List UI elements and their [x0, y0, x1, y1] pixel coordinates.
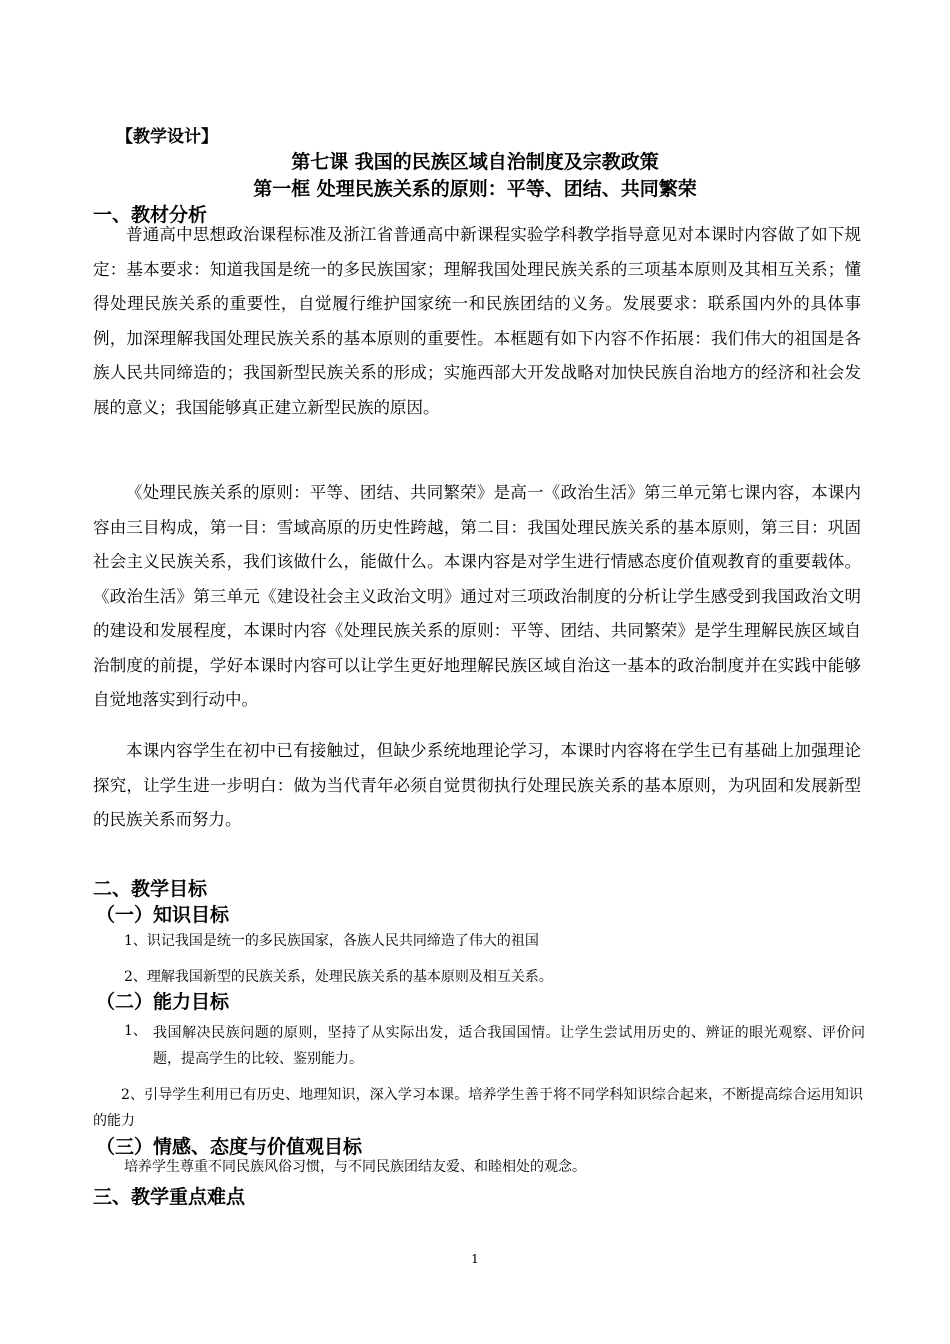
subsection-heading-values: （三）情感、态度与价值观目标: [96, 1136, 363, 1158]
page-number: 1: [471, 1252, 479, 1266]
knowledge-item-1: 1、识记我国是统一的多民族国家，各族人民共同缔造了伟大的祖国: [124, 933, 539, 949]
section-heading-key-points: 三、教学重点难点: [93, 1186, 246, 1208]
subsection-heading-ability: （二）能力目标: [96, 991, 230, 1013]
materials-paragraph-1: 普通高中思想政治课程标准及浙江省普通高中新课程实验学科教学指导意见对本课时内容做了如下规定：基本要求：知道我国是统一的多民族国家；理解我国处理民族关系的三项基本原则及其相互关系；懂得处理民族关系的重要性，自觉履行维护国家统一和民族团结的义务。发展要求：联系国内外的具体事例，加深理解我国处理民族关系的基本原则的重要性。本框题有如下内容不作拓展：我们伟大的祖国是各族人民共同缔造的；我国新型民族关系的形成；实施西部大开发战略对加快民族自治地方的经济和社会发展的意义；我国能够真正建立新型民族的原因。: [93, 225, 861, 417]
ability-item-1: 我国解决民族问题的原则，坚持了从实际出发，适合我国国情。让学生尝试用历史的、辨证的眼光观察、评价问题，提高学生的比较、鉴别能力。: [153, 1025, 865, 1067]
section-heading-materials: 一、教材分析: [93, 204, 208, 226]
design-tag: 【教学设计】: [116, 127, 218, 147]
knowledge-item-2: 2、理解我国新型的民族关系，处理民族关系的基本原则及相互关系。: [124, 969, 553, 985]
lesson-title: 第七课 我国的民族区域自治制度及宗教政策: [291, 151, 659, 173]
ability-item-2: 2、引导学生利用已有历史、地理知识，深入学习本课。培养学生善于将不同学科知识综合起来，不断提高综合运用知识的能力: [93, 1087, 863, 1129]
values-text: 培养学生尊重不同民族风俗习惯，与不同民族团结友爱、和睦相处的观念。: [124, 1159, 586, 1175]
ability-item-1-number: 1、: [124, 1023, 147, 1039]
materials-paragraph-3: 本课内容学生在初中已有接触过，但缺少系统地理论学习，本课时内容将在学生已有基础上加强理论探究，让学生进一步明白：做为当代青年必须自觉贯彻执行处理民族关系的基本原则，为巩固和发展新型的民族关系而努力。: [93, 741, 861, 829]
lesson-subtitle: 第一框 处理民族关系的原则：平等、团结、共同繁荣: [253, 178, 697, 200]
section-heading-objectives: 二、教学目标: [93, 878, 208, 900]
materials-paragraph-2: 《处理民族关系的原则：平等、团结、共同繁荣》是高一《政治生活》第三单元第七课内容，本课内容由三目构成，第一目：雪域高原的历史性跨越，第二目：我国处理民族关系的基本原则，第三目：巩固社会主义民族关系，我们该做什么，能做什么。本课内容是对学生进行情感态度价值观教育的重要载体。《政治生活》第三单元《建设社会主义政治文明》通过对三项政治制度的分析让学生感受到我国政治文明的建设和发展程度，本课时内容《处理民族关系的原则：平等、团结、共同繁荣》是学生理解民族区域自治制度的前提，学好本课时内容可以让学生更好地理解民族区域自治这一基本的政治制度并在实践中能够自觉地落实到行动中。: [93, 483, 861, 709]
subsection-heading-knowledge: （一）知识目标: [96, 904, 230, 926]
